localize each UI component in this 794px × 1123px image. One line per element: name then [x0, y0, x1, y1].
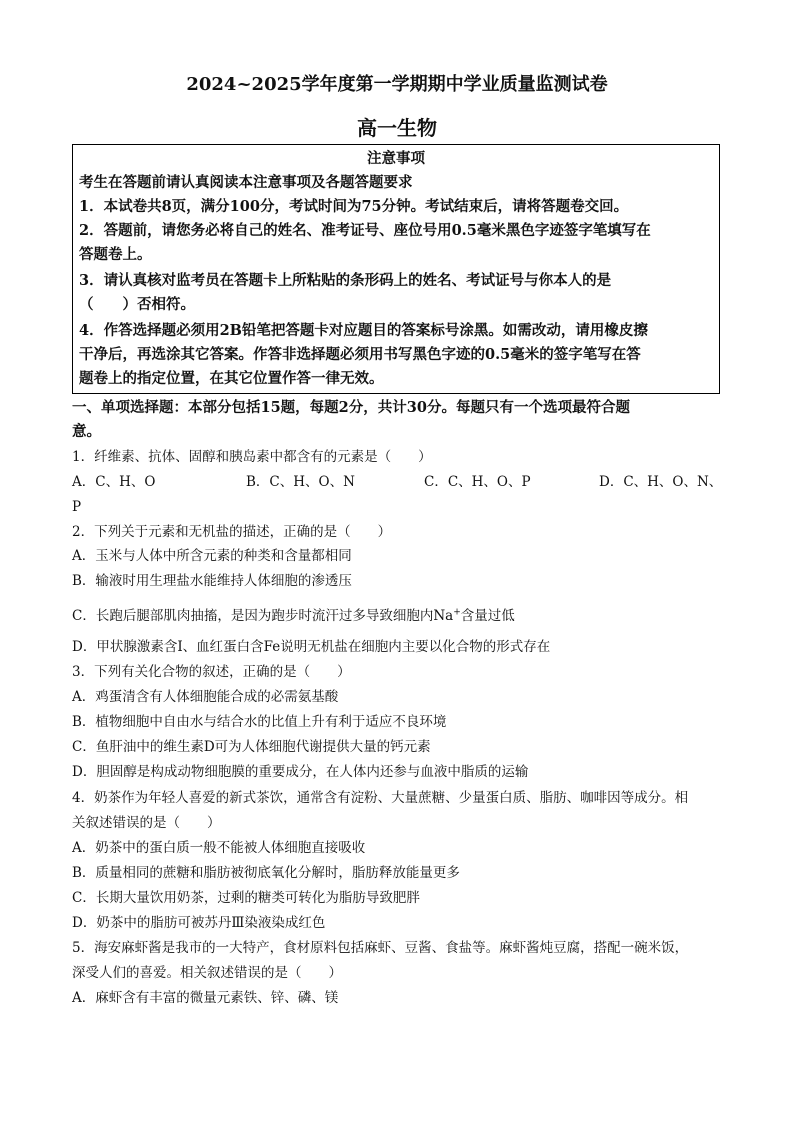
notice-box [72, 144, 720, 394]
q2-option-b: B．输液时用生理盐水能维持人体细胞的渗透压 [72, 573, 352, 589]
question-5-stem: 5．海安麻虾酱是我市的一大特产，食材原料包括麻虾、豆酱、食盐等。麻虾酱炖豆腐，搭配一碗米饭， [72, 940, 689, 956]
q3-option-b: B．植物细胞中自由水与结合水的比值上升有利于适应不良环境 [72, 714, 447, 730]
notice-line: 4．作答选择题必须用2B铅笔把答题卡对应题目的答案标号涂黑。如需改动，请用橡皮擦 [79, 322, 648, 339]
section-heading-cont: 意。 [72, 423, 101, 440]
q2-option-c-sup: + [453, 607, 461, 618]
exam-title: 2024~2025学年度第一学期期中学业质量监测试卷 [186, 74, 608, 95]
q1-option-d-cont: P [72, 499, 82, 515]
q4-option-d: D．奶茶中的脂肪可被苏丹Ⅲ染液染成红色 [72, 915, 326, 931]
question-2-stem: 2．下列关于元素和无机盐的描述，正确的是（ ） [72, 524, 392, 540]
q4-option-b: B．质量相同的蔗糖和脂肪被彻底氧化分解时，脂肪释放能量更多 [72, 865, 460, 881]
q2-option-c-tail: 含量过低 [460, 608, 515, 624]
q2-option-d: D．甲状腺激素含I、血红蛋白含Fe说明无机盐在细胞内主要以化合物的形式存在 [72, 639, 551, 655]
notice-line: 干净后，再选涂其它答案。作答非选择题必须用书写黑色字迹的0.5毫米的签字笔写在答 [79, 346, 641, 363]
question-3-stem: 3．下列有关化合物的叙述，正确的是（ ） [72, 664, 351, 680]
q4-option-c: C．长期大量饮用奶茶，过剩的糖类可转化为脂肪导致肥胖 [72, 890, 420, 906]
q1-option-b: B．C、H、O、N [246, 474, 355, 490]
q3-option-c: C．鱼肝油中的维生素D可为人体细胞代谢提供大量的钙元素 [72, 739, 431, 755]
notice-line: 答题卷上。 [79, 246, 152, 263]
q3-option-d: D．胆固醇是构成动物细胞膜的重要成分，在人体内还参与血液中脂质的运输 [72, 764, 529, 780]
question-5-stem-cont: 深受人们的喜爱。相关叙述错误的是（ ） [72, 965, 342, 981]
q1-option-d: D．C、H、O、N、 [599, 474, 723, 490]
q2-option-c [72, 606, 515, 626]
q3-option-a: A．鸡蛋清含有人体细胞能合成的必需氨基酸 [72, 689, 339, 705]
notice-line: 考生在答题前请认真阅读本注意事项及各题答题要求 [79, 174, 413, 191]
q1-option-c: C．C、H、O、P [424, 474, 531, 490]
section-heading: 一、单项选择题：本部分包括15题，每题2分，共计30分。每题只有一个选项最符合题 [72, 399, 630, 416]
question-4-stem-cont: 关叙述错误的是（ ） [72, 815, 221, 831]
notice-line: 3．请认真核对监考员在答题卡上所粘贴的条形码上的姓名、考试证号与你本人的是 [79, 272, 612, 289]
notice-line: 1．本试卷共8页，满分100分，考试时间为75分钟。考试结束后，请将答题卷交回。 [79, 198, 629, 215]
q2-option-a: A．玉米与人体中所含元素的种类和含量都相同 [72, 548, 352, 564]
q2-option-c-text: C．长跑后腿部肌肉抽搐，是因为跑步时流汗过多导致细胞内Na [72, 608, 454, 624]
q1-option-a: A．C、H、O [72, 474, 156, 490]
notice-heading: 注意事项 [367, 150, 425, 167]
subject-title: 高一生物 [357, 116, 437, 140]
question-1-stem: 1．纤维素、抗体、固醇和胰岛素中都含有的元素是（ ） [72, 449, 432, 465]
q5-option-a: A．麻虾含有丰富的微量元素铁、锌、磷、镁 [72, 990, 339, 1006]
notice-line: 2．答题前，请您务必将自己的姓名、准考证号、座位号用0.5毫米黑色字迹签字笔填写在 [79, 222, 651, 239]
question-4-stem: 4．奶茶作为年轻人喜爱的新式茶饮，通常含有淀粉、大量蔗糖、少量蛋白质、脂肪、咖啡因等成分。相 [72, 790, 689, 806]
notice-line: （ ）否相符。 [79, 296, 195, 313]
q4-option-a: A．奶茶中的蛋白质一般不能被人体细胞直接吸收 [72, 840, 366, 856]
notice-line: 题卷上的指定位置，在其它位置作答一律无效。 [79, 370, 384, 387]
